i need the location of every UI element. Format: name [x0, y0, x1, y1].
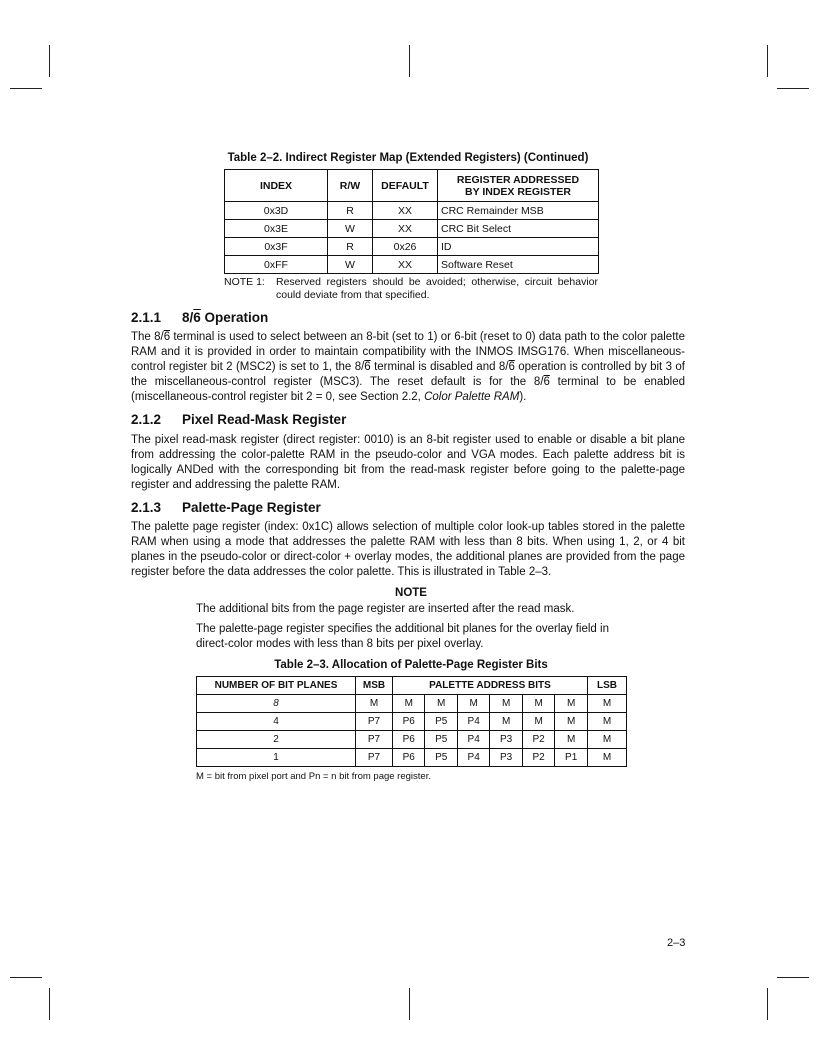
table-cell: M: [490, 695, 522, 713]
table-cell: M: [457, 695, 489, 713]
text-run: terminal is disabled and 8/: [370, 361, 509, 373]
section-number: 2.1.2: [131, 412, 162, 427]
column-header: INDEX: [225, 170, 328, 202]
table-cell: P6: [393, 749, 425, 767]
crop-mark: [777, 88, 809, 89]
table-row: [225, 202, 599, 220]
table-cell: 0xFF: [225, 256, 328, 274]
table-cell: P2: [522, 731, 554, 749]
crop-mark: [10, 977, 42, 978]
column-header: NUMBER OF BIT PLANES: [197, 677, 356, 695]
table-cell: CRC Remainder MSB: [438, 202, 599, 220]
table-cell: CRC Bit Select: [438, 220, 599, 238]
text-run: ).: [519, 391, 527, 403]
table-cell: XX: [373, 220, 438, 238]
table-cell: P6: [393, 713, 425, 731]
text-run: The 8/: [131, 331, 164, 343]
table-cell: P4: [457, 713, 489, 731]
table-row: [197, 749, 627, 767]
table-cell: 0x3E: [225, 220, 328, 238]
table-cell: P1: [555, 749, 588, 767]
section-heading-8-6-operation: [131, 310, 268, 325]
table-cell: P2: [522, 749, 554, 767]
heading-text: Operation: [200, 310, 269, 325]
column-header: LSB: [588, 677, 627, 695]
table-cell: M: [555, 731, 588, 749]
table-cell: P3: [490, 731, 522, 749]
column-header: PALETTE ADDRESS BITS: [393, 677, 588, 695]
table-cell: P7: [356, 749, 393, 767]
table-cell: W: [328, 220, 373, 238]
table-cell: XX: [373, 202, 438, 220]
table-header-row: [225, 170, 599, 202]
table-cell: R: [328, 202, 373, 220]
table-footnote: M = bit from pixel port and Pn = n bit from page register.: [196, 771, 431, 782]
section-number: 2.1.1: [131, 310, 162, 325]
text-run: terminal to be enabled (miscellaneous-control register bit 2 = 0, see Section 2.2,: [131, 376, 685, 403]
table-cell: M: [588, 713, 627, 731]
table-caption: Table 2–2. Indirect Register Map (Extended Registers) (Continued): [227, 152, 589, 164]
table-cell: W: [328, 256, 373, 274]
heading-text: 8/: [182, 310, 194, 325]
table-cell: 0x3F: [225, 238, 328, 256]
page-number: 2–3: [667, 937, 686, 949]
table-cell: M: [555, 695, 588, 713]
section-number: 2.1.3: [131, 500, 162, 515]
table-cell: Software Reset: [438, 256, 599, 274]
note-title: NOTE: [395, 587, 427, 599]
table-cell: P5: [425, 713, 457, 731]
table-cell: M: [490, 713, 522, 731]
heading-text: Pixel Read-Mask Register: [182, 412, 347, 427]
table-cell: M: [356, 695, 393, 713]
italic-reference: Color Palette RAM: [424, 391, 520, 403]
paragraph-pixel-read-mask: The pixel read-mask register (direct register: 0010) is an 8-bit register used to enable or disable a bit plane from addressing the color-palette RAM in the pseudo-color and VGA modes. Each palette address bit is logically ANDed with the corresponding bit from the read-mask register before going to the palette-page register and addressing the palette RAM.: [131, 434, 685, 491]
palette-page-bits-table: [196, 676, 627, 767]
table-row: [197, 713, 627, 731]
note-line: The palette-page register specifies the additional bit planes for the overlay field in direct-color modes with less than 8 bits per pixel overlay.: [196, 623, 609, 650]
table-caption: Table 2–3. Allocation of Palette-Page Register Bits: [274, 659, 548, 671]
table-row: [225, 220, 599, 238]
table-cell: M: [393, 695, 425, 713]
overline-text: 6: [163, 331, 171, 343]
crop-mark: [10, 88, 42, 89]
table-cell: M: [555, 713, 588, 731]
overline-text: 6: [508, 361, 515, 373]
table-cell: P5: [425, 749, 457, 767]
section-heading-palette-page: [131, 500, 321, 515]
table-cell: XX: [373, 256, 438, 274]
crop-mark: [49, 988, 50, 1020]
note-label: NOTE 1:: [224, 276, 265, 288]
note-line: The additional bits from the page register are inserted after the read mask.: [196, 603, 575, 615]
paragraph-8-6-operation: [131, 330, 685, 405]
table-header-row: [197, 677, 627, 695]
table-row: [225, 238, 599, 256]
table-cell: 8: [197, 695, 356, 713]
column-header: R/W: [328, 170, 373, 202]
paragraph-palette-page: The palette page register (index: 0x1C) allows selection of multiple color look-up tables stored in the palette RAM when using a mode that addresses the palette RAM with less than 8 bits. When using 1, 2, or 4 bit planes in the pseudo-color or direct-color + overlay modes, the additional planes are provided from the page register before the data addresses the color palette. This is illustrated in Table 2–3.: [131, 521, 685, 578]
table-note: [224, 276, 598, 302]
table-cell: 0x26: [373, 238, 438, 256]
table-cell: M: [425, 695, 457, 713]
table-cell: P7: [356, 731, 393, 749]
table-row: [197, 731, 627, 749]
table-cell: P4: [457, 731, 489, 749]
crop-mark: [49, 45, 50, 77]
table-cell: M: [588, 731, 627, 749]
table-cell: 2: [197, 731, 356, 749]
heading-overline-text: 6: [193, 310, 201, 325]
table-cell: 1: [197, 749, 356, 767]
table-cell: P6: [393, 731, 425, 749]
column-header-line: REGISTER ADDRESSED: [456, 173, 580, 186]
table-row: [225, 256, 599, 274]
section-heading-pixel-read-mask: [131, 412, 346, 427]
overline-text: 6: [364, 361, 371, 373]
crop-mark: [409, 45, 410, 77]
table-row: [197, 695, 627, 713]
crop-mark: [767, 988, 768, 1020]
table-cell: M: [522, 695, 554, 713]
column-header-line: BY INDEX REGISTER: [465, 185, 571, 198]
table-cell: M: [522, 713, 554, 731]
overline-text: 6: [543, 376, 550, 388]
table-cell: P3: [490, 749, 522, 767]
note-text: Reserved registers should be avoided; otherwise, circuit behavior could deviate from that specified.: [276, 276, 598, 301]
table-cell: P5: [425, 731, 457, 749]
column-header: [438, 170, 599, 202]
table-cell: P7: [356, 713, 393, 731]
column-header: MSB: [356, 677, 393, 695]
text-run: terminal is used to select between an 8-bit (set to 1) or 6-bit (reset to 0) data path to the color palette RAM and it is provided in order to maintain compatibility with the INMOS IMSG176. When miscellaneous-control register bit 2 (MSC2) is set to 1, the 8/: [131, 331, 685, 373]
crop-mark: [767, 45, 768, 77]
table-cell: 0x3D: [225, 202, 328, 220]
crop-mark: [777, 977, 809, 978]
heading-text: Palette-Page Register: [182, 500, 321, 515]
register-map-table: [224, 169, 599, 274]
table-cell: M: [588, 695, 627, 713]
column-header: DEFAULT: [373, 170, 438, 202]
table-cell: 4: [197, 713, 356, 731]
text-run: operation is controlled by bit 3 of the miscellaneous-control register (MSC3). The reset default is for the 8/: [131, 361, 685, 388]
table-cell: ID: [438, 238, 599, 256]
table-cell: M: [588, 749, 627, 767]
crop-mark: [409, 988, 410, 1020]
table-cell: R: [328, 238, 373, 256]
table-cell: P4: [457, 749, 489, 767]
